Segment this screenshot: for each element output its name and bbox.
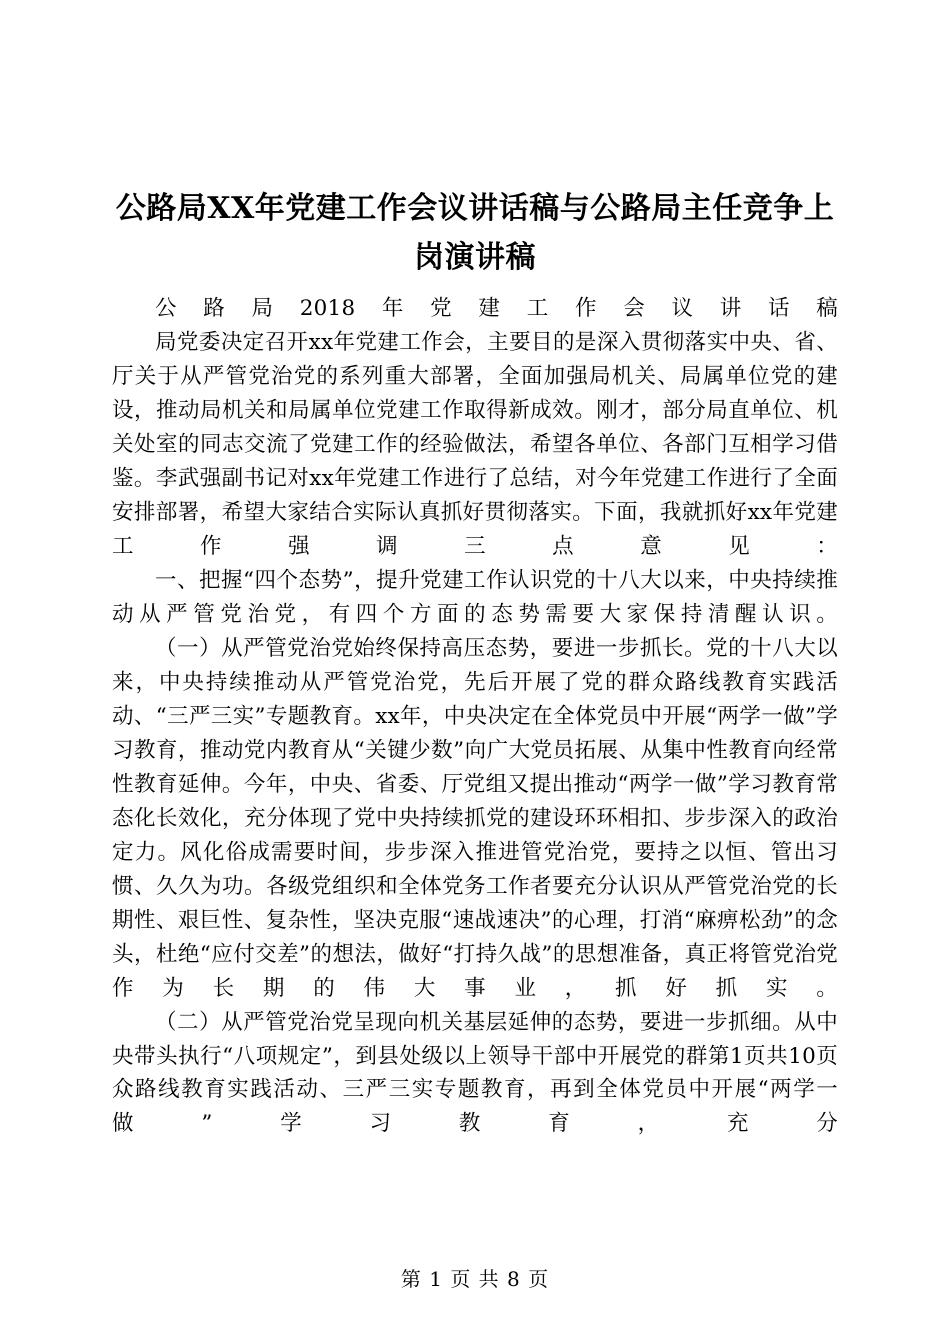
page-title: 公路局XX年党建工作会议讲话稿与公路局主任竞争上岗演讲稿: [115, 191, 835, 275]
document-body: [112, 292, 838, 1141]
paragraph-intro: 局党委决定召开xx年党建工作会，主要目的是深入贯彻落实中央、省、厅关于从严管党治党的系列重大部署，全面加强局机关、局属单位党的建设，推动局机关和局属单位党建工作取得新成效。刚才，部分局直单位、机关处室的同志交流了党建工作的经验做法，希望各单位、各部门互相学习借鉴。李武强副书记对xx年党建工作进行了总结，对今年党建工作进行了全面安排部署，希望大家结合实际认真抓好贯彻落实。下面，我就抓好xx年党建工作强调三点意见：: [112, 330, 838, 559]
paragraph-item-one: （一）从严管党治党始终保持高压态势，要进一步抓长。党的十八大以来，中央持续推动从严管党治党，先后开展了党的群众路线教育实践活动、“三严三实”专题教育。xx年，中央决定在全体党员中开展“两学一做”学习教育，推动党内教育从“关键少数”向广大党员拓展、从集中性教育向经常性教育延伸。今年，中央、省委、厅党组又提出推动“两学一做”学习教育常态化长效化，充分体现了党中央持续抓党的建设环环相扣、步步深入的政治定力。风化俗成需要时间，步步深入推进管党治党，要持之以恒、管出习惯、久久为功。各级党组织和全体党务工作者要充分认识从严管党治党的长期性、艰巨性、复杂性，坚决克服“速战速决”的心理，打消“麻痹松劲”的念头，杜绝“应付交差”的想法，做好“打持久战”的思想准备，真正将管党治党作为长期的伟大事业，抓好抓实。: [112, 635, 838, 1001]
page-footer: 第 1 页 共 8 页: [400, 1267, 550, 1291]
paragraph-item-two: （二）从严管党治党呈现向机关基层延伸的态势，要进一步抓细。从中央带头执行“八项规定”，到县处级以上领导干部中开展党的群第1页共10页众路线教育实践活动、三严三实专题教育，再到全体党员中开展“两学一做”学习教育，充分: [112, 1009, 838, 1137]
paragraph-subtitle: 公路局2018年党建工作会议讲话稿: [155, 296, 838, 322]
paragraph-section-one: 一、把握“四个态势”，提升党建工作认识党的十八大以来，中央持续推动从严管党治党，有四个方面的态势需要大家保持清醒认识。: [112, 567, 838, 627]
